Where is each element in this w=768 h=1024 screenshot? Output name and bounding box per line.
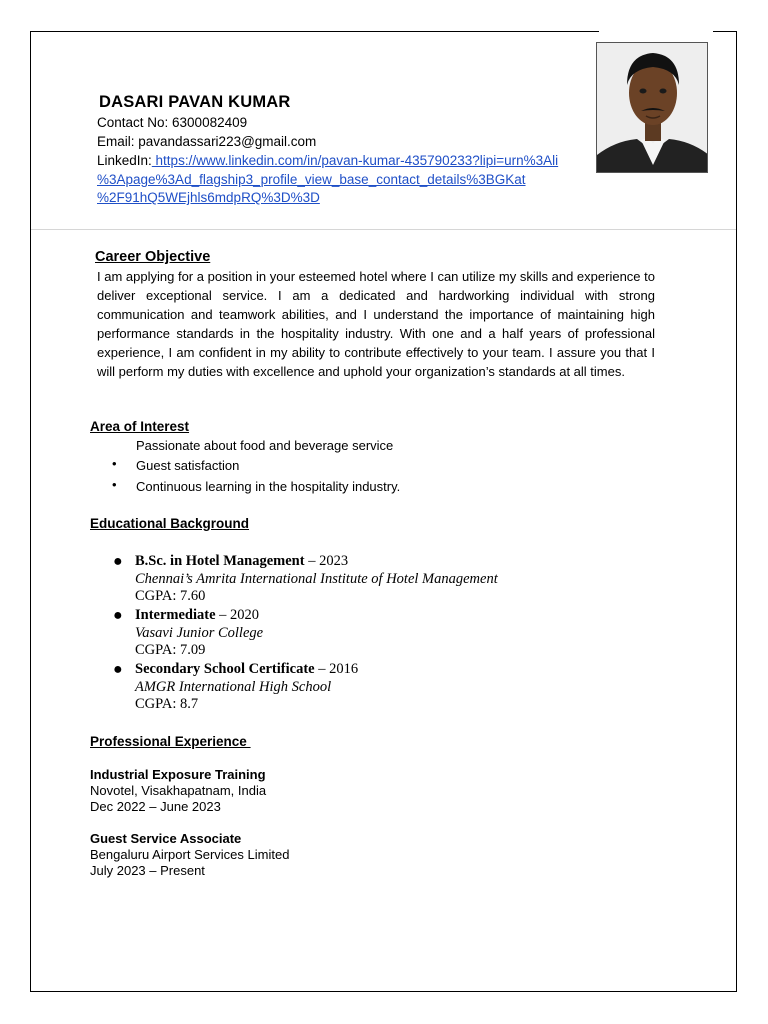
interest-item: Passionate about food and beverage service	[136, 438, 394, 453]
degree-name: B.Sc. in Hotel Management	[135, 553, 305, 569]
experience-heading: Professional Experience	[90, 734, 251, 749]
bullet-icon: •	[112, 477, 117, 492]
education-entry	[135, 607, 555, 660]
bullet-icon: ●	[113, 661, 123, 678]
contact-number: Contact No: 6300082409	[97, 115, 248, 130]
job-organization: Bengaluru Airport Services Limited	[90, 847, 290, 862]
job-organization: Novotel, Visakhapatnam, India	[90, 783, 267, 798]
header-divider	[31, 229, 736, 230]
career-objective-heading: Career Objective	[95, 249, 211, 265]
linkedin-line	[97, 152, 577, 170]
linkedin-link-part2[interactable]: %3Apage%3Ad_flagship3_profile_view_base_contact_details%3BGKat	[97, 172, 526, 187]
bullet-icon: ●	[113, 553, 123, 570]
degree-year: – 2023	[304, 553, 349, 569]
job-dates: Dec 2022 – June 2023	[90, 799, 221, 814]
linkedin-link-part1[interactable]: https://www.linkedin.com/in/pavan-kumar-435790233?lipi=urn%3Ali	[151, 153, 559, 168]
candidate-name: DASARI PAVAN KUMAR	[99, 93, 291, 111]
degree-year: – 2016	[314, 661, 359, 677]
interest-item: Guest satisfaction	[136, 458, 240, 473]
bullet-icon: •	[112, 456, 117, 471]
linkedin-link-part3[interactable]: %2F91hQ5WEjhls6mdpRQ%3D%3D	[97, 190, 320, 205]
cgpa: CGPA: 8.7	[135, 696, 199, 712]
school-name: AMGR International High School	[135, 678, 332, 695]
education-heading: Educational Background	[90, 516, 250, 531]
interest-item: Continuous learning in the hospitality industry.	[136, 479, 401, 494]
career-objective-text: I am applying for a position in your esteemed hotel where I can utilize my skills and experience to deliver exceptional service. I am a dedicated and hardworking individual with strong communication and teamwork abilities, and I understand the importance of maintaining high performance standards in the hospitality industry. With one and a half years of professional experience, I am confident in my ability to contribute effectively to your team. I assure you that I will perform my duties with excellence and uphold your organization’s standards at all times.	[97, 269, 655, 379]
job-title: Guest Service Associate	[90, 831, 242, 846]
school-name: Chennai’s Amrita International Institute of Hotel Management	[135, 570, 498, 587]
degree-name: Secondary School Certificate	[135, 661, 315, 677]
job-dates: July 2023 – Present	[90, 863, 205, 878]
portrait-image	[597, 43, 708, 173]
degree-name: Intermediate	[135, 607, 216, 623]
degree-year: – 2020	[215, 607, 260, 623]
cgpa: CGPA: 7.09	[135, 642, 206, 658]
school-name: Vasavi Junior College	[135, 624, 264, 641]
experience-entry	[90, 831, 289, 879]
email-address: Email: pavandassari223@gmail.com	[97, 134, 317, 149]
education-degree-line	[135, 607, 555, 625]
profile-photo	[596, 42, 708, 173]
area-of-interest-heading: Area of Interest	[90, 419, 190, 434]
job-title: Industrial Exposure Training	[90, 767, 266, 782]
linkedin-label: LinkedIn:	[97, 153, 152, 168]
experience-entry	[90, 767, 266, 815]
education-degree-line	[135, 553, 555, 571]
border-gap	[599, 26, 713, 38]
cgpa: CGPA: 7.60	[135, 588, 206, 604]
education-degree-line	[135, 661, 555, 679]
education-entry	[135, 553, 555, 606]
education-entry	[135, 661, 555, 714]
bullet-icon: ●	[113, 607, 123, 624]
